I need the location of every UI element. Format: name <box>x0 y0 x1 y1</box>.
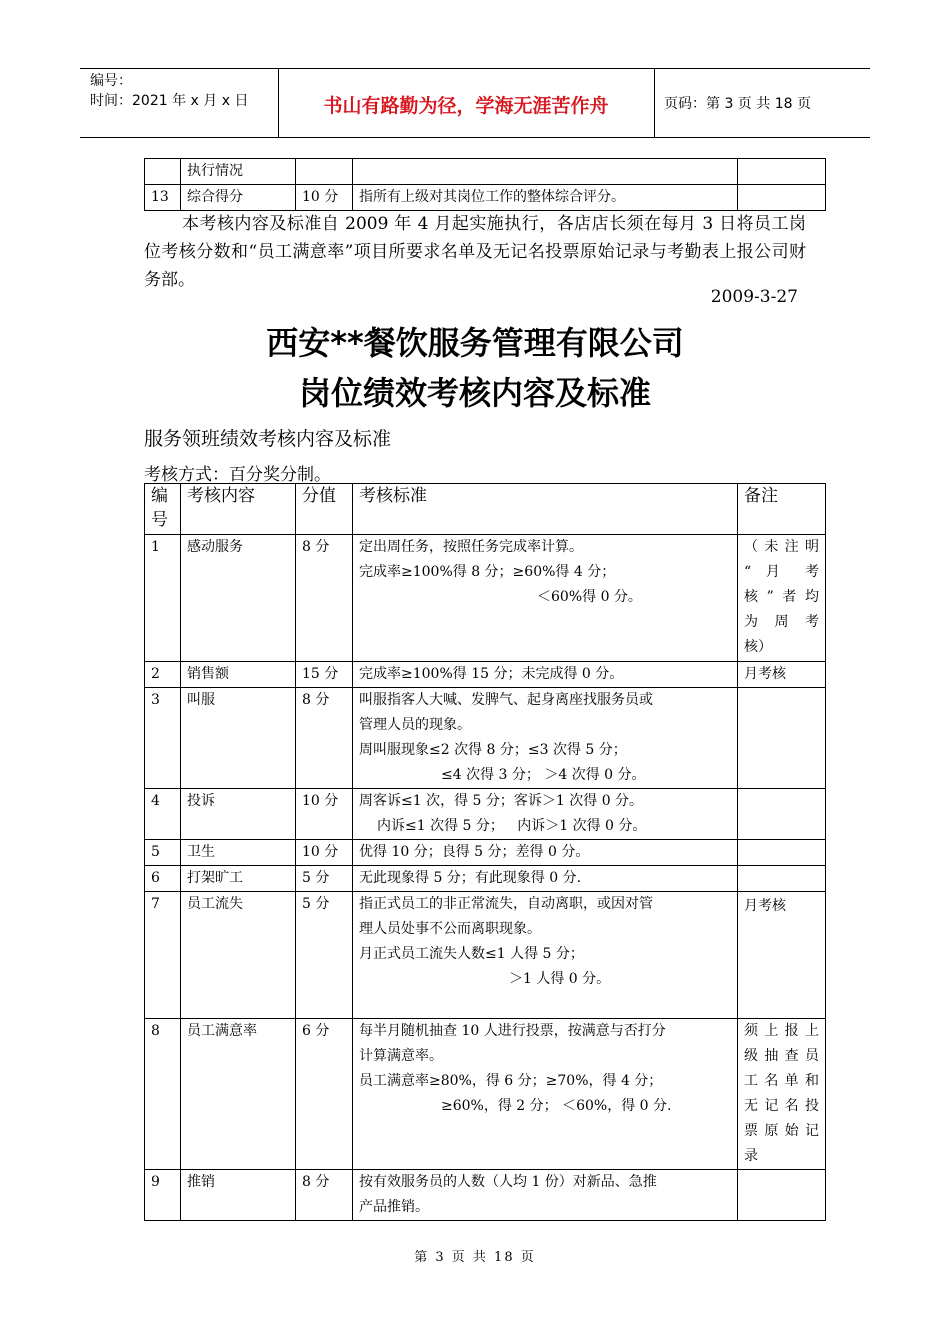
cell-standard <box>353 892 738 1019</box>
cell-score: 8 分 <box>296 688 353 789</box>
cell-no: 1 <box>145 535 181 662</box>
standard-line: 内诉≤1 次得 5 分； 内诉＞1 次得 0 分。 <box>377 818 647 834</box>
cell-no: 4 <box>145 789 181 840</box>
cell-score: 10 分 <box>296 185 353 211</box>
cell-note <box>738 1170 826 1221</box>
table-row <box>145 688 826 789</box>
cell-standard <box>353 688 738 789</box>
standard-line: 计算满意率。 <box>359 1048 443 1064</box>
standard-line: 叫服指客人大喊、发脾气、起身离座找服务员或 <box>359 692 653 708</box>
cell-item: 卫生 <box>181 840 296 866</box>
cell-standard <box>353 866 738 892</box>
cell-item: 综合得分 <box>181 185 296 211</box>
time-label: 时间：2021 年 x 月 x 日 <box>90 93 249 109</box>
implementation-paragraph: 本考核内容及标准自 2009 年 4 月起实施执行，各店店长须在每月 3 日将员工岗位考核分数和“员工满意率”项目所要求名单及无记名投票原始记录与考勤表上报公司财务部。 <box>144 214 806 290</box>
cell-score <box>296 159 353 185</box>
cell-score: 10 分 <box>296 840 353 866</box>
cell-note <box>738 185 826 211</box>
cell-standard <box>353 535 738 662</box>
cell-no: 2 <box>145 662 181 688</box>
cell-item: 员工满意率 <box>181 1019 296 1170</box>
standard-line: 完成率≥100%得 15 分；未完成得 0 分。 <box>359 666 624 682</box>
table-row <box>145 866 826 892</box>
company-title: 西安**餐饮服务管理有限公司 <box>266 324 684 362</box>
cell-item: 投诉 <box>181 789 296 840</box>
cell-no: 13 <box>145 185 181 211</box>
table-row <box>145 185 826 211</box>
cell-item: 打架旷工 <box>181 866 296 892</box>
standard-line: 定出周任务，按照任务完成率计算。 <box>359 539 583 555</box>
cell-no: 9 <box>145 1170 181 1221</box>
cell-no: 6 <box>145 866 181 892</box>
table-row <box>145 789 826 840</box>
cell-item: 执行情况 <box>181 159 296 185</box>
assessment-table <box>144 483 826 1221</box>
cell-note <box>738 892 826 1019</box>
cell-standard <box>353 159 738 185</box>
standard-line: ≥60%，得 2 分； ＜60%，得 0 分. <box>441 1098 672 1114</box>
table-row <box>145 535 826 662</box>
note-line: 月考核 <box>744 898 786 914</box>
standard-line: 产品推销。 <box>359 1199 429 1215</box>
cell-score: 5 分 <box>296 892 353 1019</box>
cell-score: 5 分 <box>296 866 353 892</box>
table-row <box>145 159 826 185</box>
cell-note <box>738 159 826 185</box>
cell-score: 8 分 <box>296 1170 353 1221</box>
note-line: 核”者均 <box>744 589 819 605</box>
standard-line: 完成率≥100%得 8 分；≥60%得 4 分； <box>359 564 616 580</box>
table-row <box>145 662 826 688</box>
header-score: 分值 <box>296 484 353 535</box>
cell-note <box>738 840 826 866</box>
section-subtitle: 服务领班绩效考核内容及标准 <box>144 428 392 450</box>
standard-line: 无此现象得 5 分；有此现象得 0 分. <box>359 870 582 886</box>
document-title: 岗位绩效考核内容及标准 <box>298 374 651 412</box>
cell-item: 销售额 <box>181 662 296 688</box>
note-line: 为 周 考 <box>744 614 819 630</box>
cell-score: 8 分 <box>296 535 353 662</box>
cell-no: 8 <box>145 1019 181 1170</box>
cell-no: 7 <box>145 892 181 1019</box>
standard-line: ＜60%得 0 分。 <box>537 589 642 605</box>
table-row <box>145 840 826 866</box>
standard-line: 每半月随机抽查 10 人进行投票，按满意与否打分 <box>359 1023 666 1039</box>
standard-line: 周叫服现象≤2 次得 8 分；≤3 次得 5 分； <box>359 742 627 758</box>
cell-note <box>738 1019 826 1170</box>
assessment-method: 考核方式：百分奖分制。 <box>144 465 331 485</box>
cell-note <box>738 662 826 688</box>
standard-line: 按有效服务员的人数（人均 1 份）对新品、急推 <box>359 1174 657 1190</box>
cell-item: 员工流失 <box>181 892 296 1019</box>
cell-no: 5 <box>145 840 181 866</box>
note-line: 录 <box>744 1148 758 1164</box>
page-footer: 第 3 页 共 18 页 <box>414 1250 536 1265</box>
cell-score: 6 分 <box>296 1019 353 1170</box>
table-row <box>145 1170 826 1221</box>
cell-standard <box>353 1170 738 1221</box>
header-motto: 书山有路勤为径，学海无涯苦作舟 <box>323 95 609 117</box>
cell-standard: 指所有上级对其岗位工作的整体综合评分。 <box>353 185 738 211</box>
standard-line: ＞1 人得 0 分。 <box>509 971 611 987</box>
cell-item: 叫服 <box>181 688 296 789</box>
table-row <box>145 1019 826 1170</box>
header-no: 编号 <box>145 484 181 535</box>
cell-note <box>738 789 826 840</box>
note-line: 核） <box>744 639 772 655</box>
number-label: 编号： <box>90 73 132 89</box>
standard-line: 周客诉≤1 次，得 5 分；客诉＞1 次得 0 分。 <box>359 793 644 809</box>
cell-item: 推销 <box>181 1170 296 1221</box>
header-divider <box>654 69 655 137</box>
note-line: 级抽查员 <box>744 1048 819 1064</box>
standard-line: 管理人员的现象。 <box>359 717 471 733</box>
standard-line: 指正式员工的非正常流失，自动离职，或因对管 <box>359 896 653 912</box>
header-page-label: 页码：第 3 页 共 18 页 <box>664 96 811 112</box>
top-table <box>144 158 826 211</box>
standard-line: 优得 10 分；良得 5 分；差得 0 分。 <box>359 844 590 860</box>
note-line: （未注明 <box>744 539 819 555</box>
standard-line: ≤4 次得 3 分； ＞4 次得 0 分。 <box>441 767 646 783</box>
cell-note <box>738 535 826 662</box>
header-note: 备注 <box>738 484 826 535</box>
cell-standard <box>353 840 738 866</box>
table-row <box>145 892 826 1019</box>
note-line: 工名单和 <box>744 1073 819 1089</box>
note-line: 须上报上 <box>744 1023 819 1039</box>
note-line: “ 月 考 <box>744 564 819 580</box>
cell-no <box>145 159 181 185</box>
standard-line: 员工满意率≥80%，得 6 分；≥70%，得 4 分； <box>359 1073 663 1089</box>
cell-score: 15 分 <box>296 662 353 688</box>
note-line: 票原始记 <box>744 1123 819 1139</box>
cell-item: 感动服务 <box>181 535 296 662</box>
header-item: 考核内容 <box>181 484 296 535</box>
cell-no: 3 <box>145 688 181 789</box>
note-line: 月考核 <box>744 666 786 682</box>
note-line: 无记名投 <box>744 1098 819 1114</box>
cell-note <box>738 866 826 892</box>
header-standard: 考核标准 <box>353 484 738 535</box>
standard-line: 理人员处事不公而离职现象。 <box>359 921 541 937</box>
cell-score: 10 分 <box>296 789 353 840</box>
table-header-row <box>145 484 826 535</box>
cell-standard <box>353 789 738 840</box>
cell-note <box>738 688 826 789</box>
document-date: 2009-3-27 <box>710 287 798 307</box>
cell-standard <box>353 1019 738 1170</box>
page-header <box>80 68 870 138</box>
cell-standard <box>353 662 738 688</box>
header-meta <box>90 71 280 111</box>
standard-line: 月正式员工流失人数≤1 人得 5 分； <box>359 946 584 962</box>
